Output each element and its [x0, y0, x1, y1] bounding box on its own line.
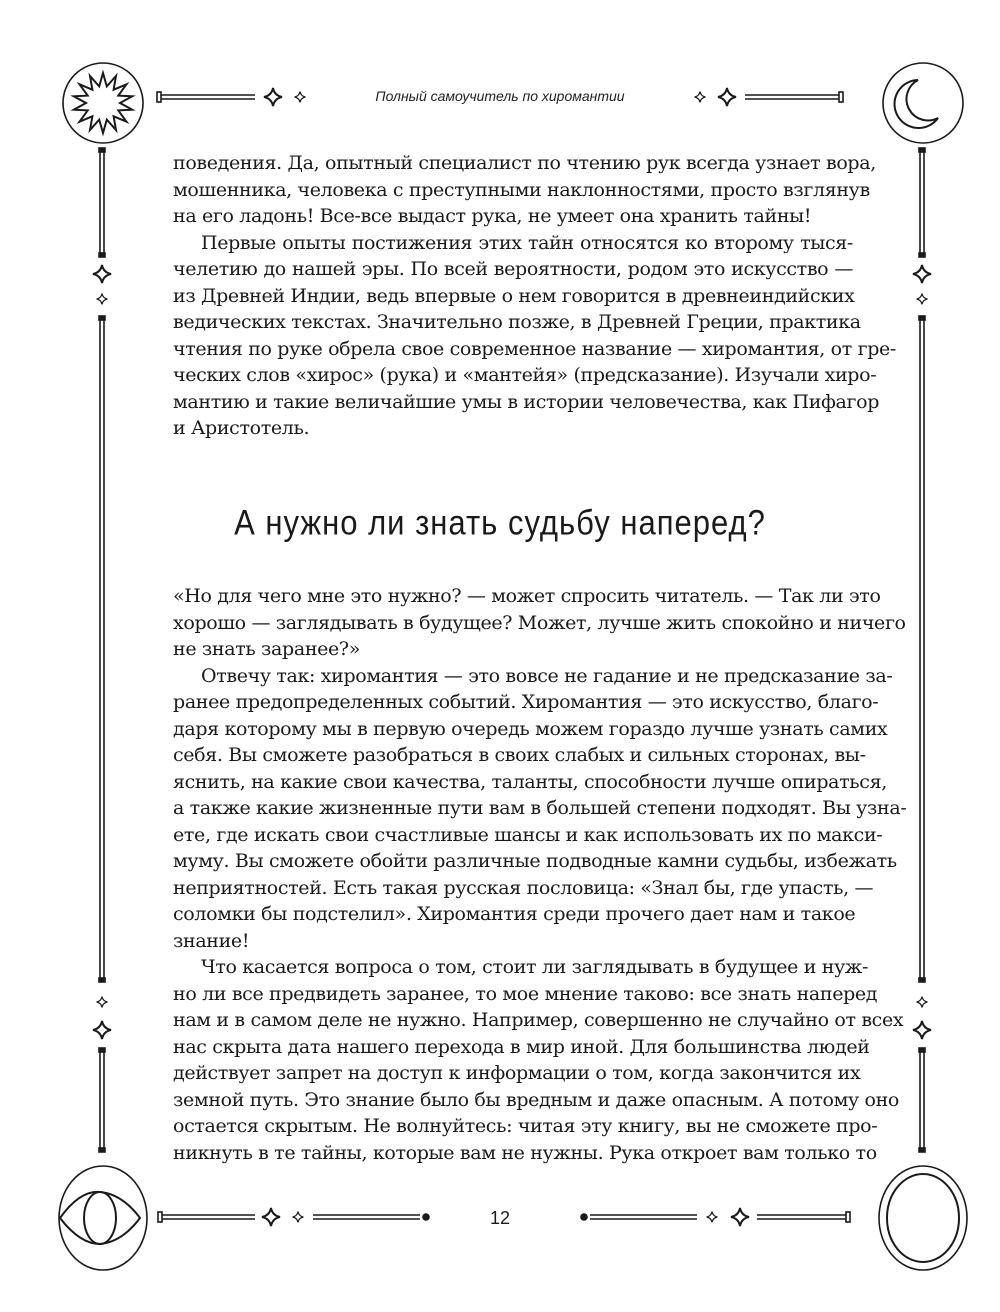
- text-line: ческих слов «хирос» (рука) и «мантейя» (предсказание). Изучали хиро-: [173, 364, 877, 386]
- text-line: ведических текстах. Значительно позже, в Древней Греции, практика: [173, 311, 861, 333]
- text-line: на его ладонь! Все-все выдаст рука, не умеет она хранить тайны!: [173, 205, 812, 227]
- text-line: мошенника, человека с преступными наклонностями, просто взглянув: [173, 178, 870, 201]
- text-line: Первые опыты постижения этих тайн относятся ко второму тыся-: [201, 231, 853, 254]
- section-heading: А нужно ли знать судьбу наперед?: [234, 502, 766, 543]
- text-line: земной путь. Это знание было бы вредным и даже опасным. А потому оно: [173, 1088, 900, 1111]
- text-line: чтения по руке обрела свое современное название — хиромантия, от гре-: [173, 337, 896, 360]
- text-line: Отвечу так: хиромантия — это вовсе не гадание и не предсказание за-: [201, 664, 893, 687]
- running-title: Полный самоучитель по хиромантии: [375, 88, 625, 104]
- text-line: но ли все предвидеть заранее, то мое мнение таково: все знать наперед: [173, 982, 878, 1005]
- text-line: нас скрыта дата нашего перехода в мир иной. Для большинства людей: [173, 1035, 870, 1058]
- text-line: ранее предопределенных событий. Хиромантия — это искусство, благо-: [173, 691, 879, 713]
- page-number: 12: [489, 1208, 511, 1228]
- section-2-text: [173, 583, 907, 1166]
- text-line: челетию до нашей эры. По всей вероятности, родом это искусство —: [173, 258, 853, 280]
- section-1-text: [173, 150, 896, 442]
- text-line: не знать заранее?»: [173, 638, 361, 660]
- text-line: себя. Вы сможете разобраться в своих слабых и сильных сторонах, вы-: [173, 744, 866, 766]
- text-line: даря которому мы в первую очередь можем гораздо лучше узнать самих: [173, 717, 888, 740]
- text-line: Что касается вопроса о том, стоит ли заглядывать в будущее и нуж-: [201, 956, 869, 978]
- text-line: из Древней Индии, ведь впервые о нем говорится в древнеиндийских: [173, 284, 855, 307]
- text-line: соломки бы подстелил». Хиромантия среди прочего дает нам и такое: [173, 903, 856, 925]
- text-line: знание!: [173, 929, 250, 952]
- text-line: поведения. Да, опытный специалист по чтению рук всегда узнает вора,: [173, 152, 876, 174]
- text-line: яснить, на какие свои качества, таланты, способности лучше опираться,: [173, 770, 887, 793]
- text-line: ете, где искать свои счастливые шансы и как использовать их по макси-: [173, 823, 883, 846]
- text-line: муму. Вы сможете обойти различные подводные камни судьбы, избежать: [173, 850, 897, 872]
- text-line: мантию и такие величайшие умы в истории человечества, как Пифагор: [173, 390, 880, 413]
- text-line: остается скрытым. Не волнуйтесь: читая эту книгу, вы не сможете про-: [173, 1115, 878, 1137]
- text-line: и Аристотель.: [173, 417, 310, 439]
- text-line: «Но для чего мне это нужно? — может спросить читатель. — Так ли это: [173, 585, 881, 607]
- text-line: никнуть в те тайны, которые вам не нужны. Рука откроет вам только то: [173, 1141, 877, 1164]
- text-line: действует запрет на доступ к информации о том, когда закончится их: [173, 1062, 861, 1084]
- text-line: нам и в самом деле не нужно. Например, совершенно не случайно от всех: [173, 1009, 904, 1031]
- text-line: а также какие жизненные пути вам в большей степени подходят. Вы узна-: [173, 797, 907, 819]
- text-line: хорошо — заглядывать в будущее? Может, лучше жить спокойно и ничего: [173, 611, 906, 634]
- text-line: неприятностей. Есть такая русская пословица: «Знал бы, где упасть, —: [173, 876, 874, 899]
